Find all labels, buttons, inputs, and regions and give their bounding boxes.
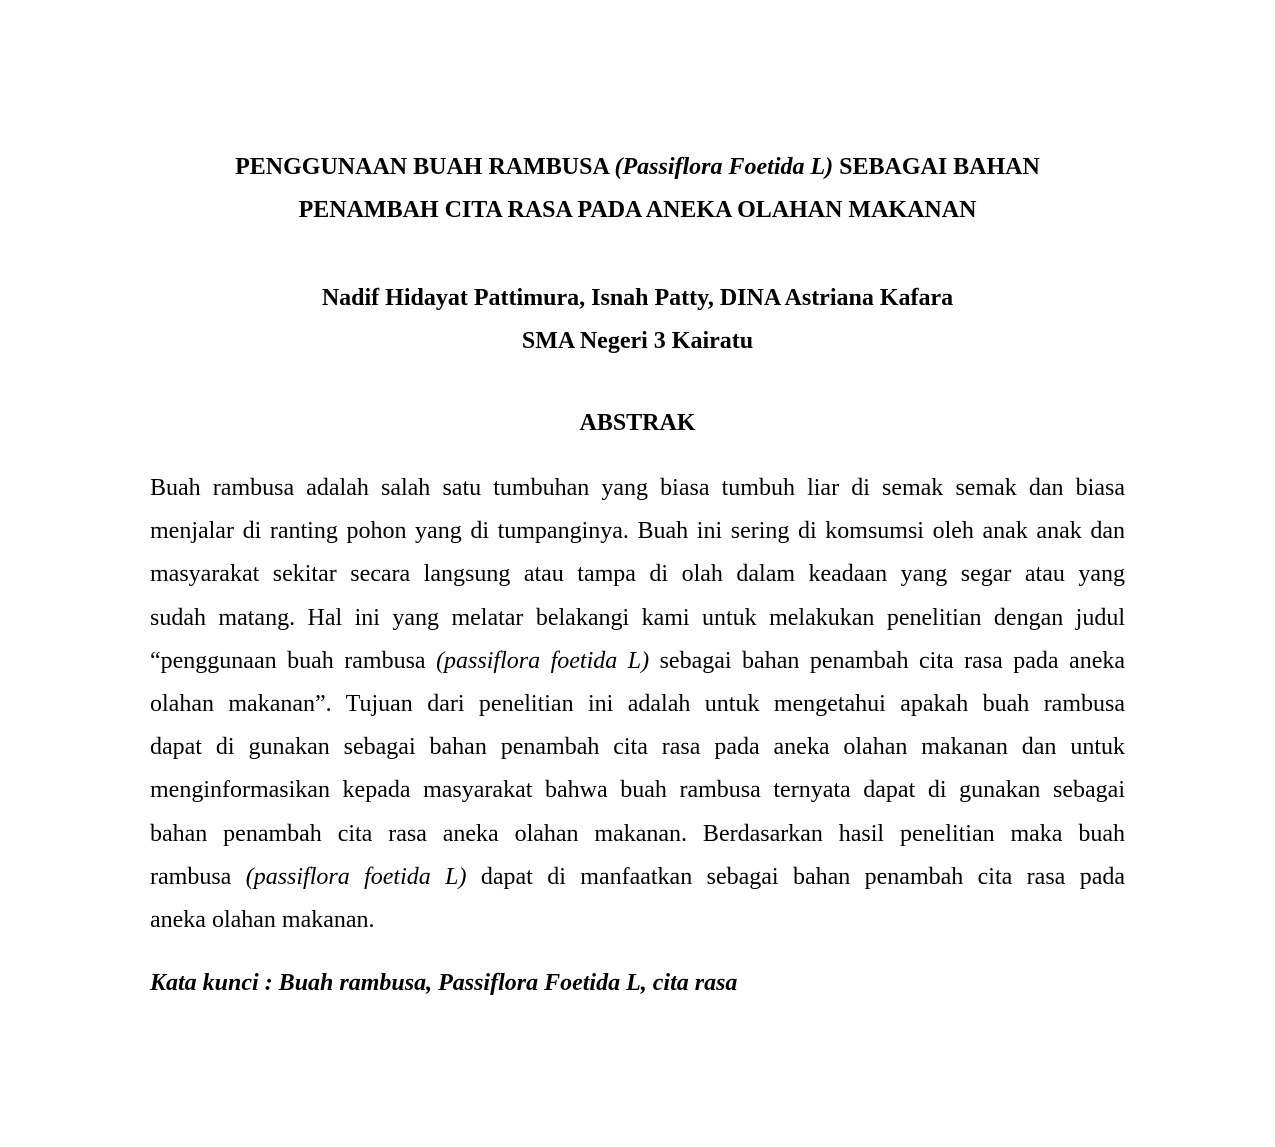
title-species-name: (Passiflora Foetida L) <box>614 154 834 180</box>
paper-title <box>150 146 1125 232</box>
abstract-line: aneka olahan makanan. <box>150 906 375 933</box>
abstract-species-name: (passiflora foetida L) <box>245 863 467 890</box>
abstract-line: bahan penambah cita rasa aneka olahan makanan. Berdasarkan hasil penelitian maka buah <box>150 820 1125 847</box>
title-line-1-text: PENGGUNAAN BUAH RAMBUSA <box>235 154 615 180</box>
abstract-line <box>150 856 1125 899</box>
author-block <box>150 277 1125 363</box>
abstract-line: Buah rambusa adalah salah satu tumbuhan yang biasa tumbuh liar di semak semak dan biasa <box>150 475 1125 501</box>
title-line-1 <box>150 146 1125 189</box>
keywords: Kata kunci : Buah rambusa, Passiflora Foetida L, cita rasa <box>150 970 738 996</box>
abstract-species-name: (passiflora foetida L) <box>436 647 650 674</box>
abstract-line: menjalar di ranting pohon yang di tumpanginya. Buah ini sering di komsumsi oleh anak anak dan <box>150 518 1125 545</box>
abstract-paragraph <box>150 467 1125 942</box>
abstract-line: dapat di gunakan sebagai bahan penambah cita rasa pada aneka olahan makanan dan untuk <box>150 734 1125 761</box>
abstract-line: menginformasikan kepada masyarakat bahwa buah rambusa ternyata dapat di gunakan sebagai <box>150 777 1125 804</box>
abstract-line-5-end: sebagai bahan penambah cita rasa pada aneka <box>649 647 1125 674</box>
abstract-line: masyarakat sekitar secara langsung atau tampa di olah dalam keadaan yang segar atau yang <box>150 561 1125 588</box>
title-line-2: PENAMBAH CITA RASA PADA ANEKA OLAHAN MAKANAN <box>298 197 977 223</box>
abstract-line <box>150 640 1125 683</box>
author-institution: SMA Negeri 3 Kairatu <box>521 328 754 354</box>
author-names: Nadif Hidayat Pattimura, Isnah Patty, DINA Astriana Kafara <box>321 285 954 311</box>
abstract-line-10-end: dapat di manfaatkan sebagai bahan penambah cita rasa pada <box>466 863 1125 890</box>
document-page <box>150 0 1125 1147</box>
abstract-line: olahan makanan”. Tujuan dari penelitian ini adalah untuk mengetahui apakah buah rambusa <box>150 690 1125 717</box>
abstract-line-5-start: “penggunaan buah rambusa <box>150 647 437 674</box>
abstract-line-10-start: rambusa <box>150 863 246 890</box>
abstract-heading: ABSTRAK <box>579 410 696 436</box>
abstract-line: sudah matang. Hal ini yang melatar belakangi kami untuk melakukan penelitian dengan judul <box>150 604 1125 631</box>
title-line-1-end: SEBAGAI BAHAN <box>833 154 1040 180</box>
